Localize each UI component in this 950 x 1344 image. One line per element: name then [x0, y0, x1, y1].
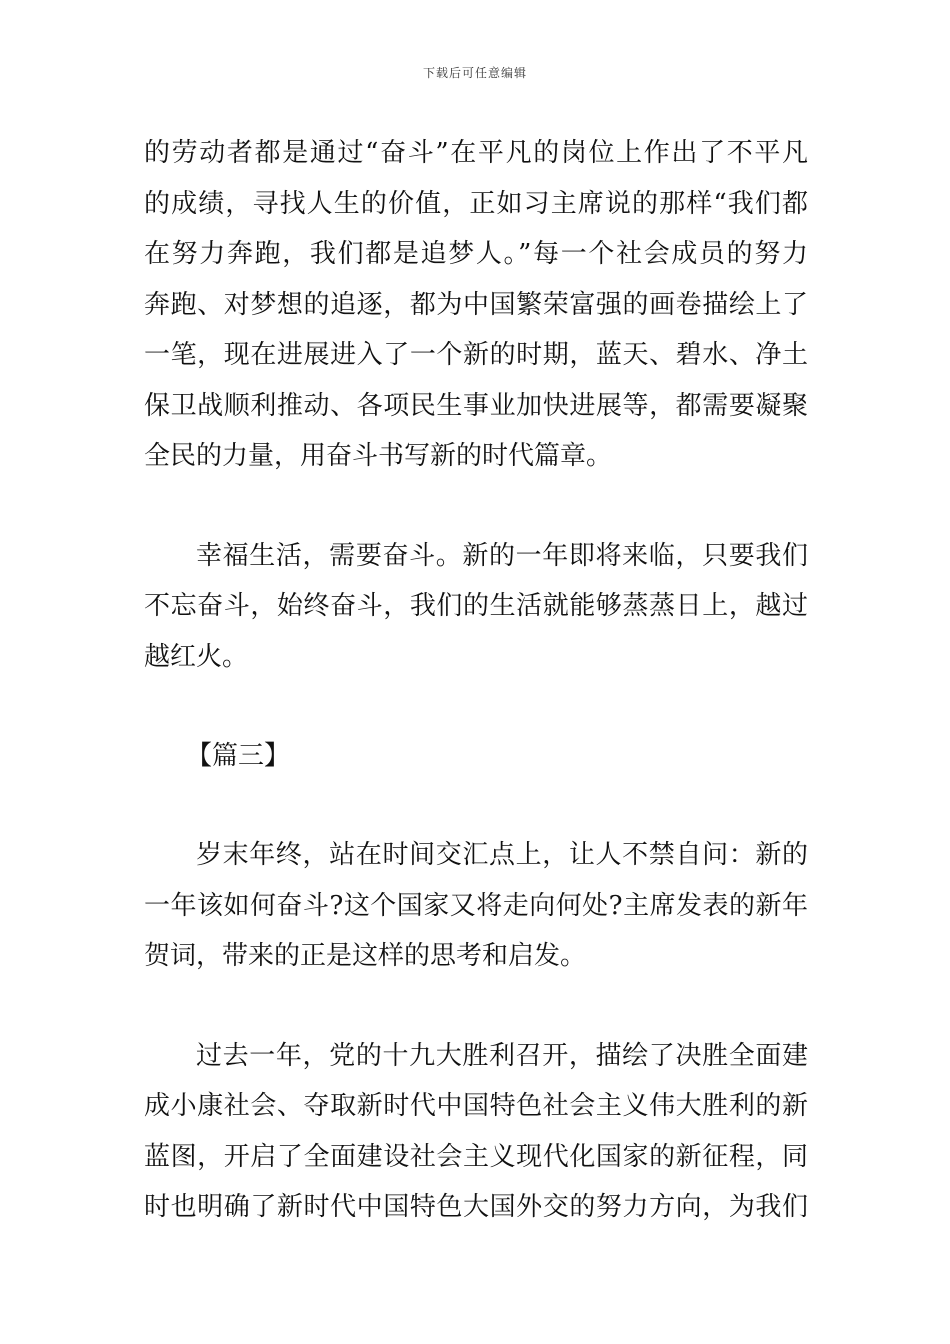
text-line: 保卫战顺利推动、各项民生事业加快进展等，都需要凝聚 [144, 390, 808, 421]
section-heading: 【篇三】 [186, 741, 291, 771]
text-line: 一年该如何奋斗?这个国家又将走向何处?主席发表的新年 [144, 890, 808, 921]
paragraph-gap [144, 982, 808, 1031]
paragraph-gap [144, 482, 808, 531]
page-header: 下载后可任意编辑 [422, 66, 527, 80]
paragraph-gap [144, 781, 808, 830]
text-line: 的成绩，寻找人生的价值，正如习主席说的那样“我们都 [144, 188, 808, 219]
paragraph [144, 1031, 808, 1233]
paragraph-gap [144, 682, 808, 731]
text-line: 岁末年终，站在时间交汇点上，让人不禁自问：新的 [196, 840, 808, 870]
text-line: 全民的力量，用奋斗书写新的时代篇章。 [144, 441, 613, 471]
paragraph [144, 531, 808, 683]
text-line: 时也明确了新时代中国特色大国外交的努力方向，为我们 [144, 1192, 808, 1222]
text-line: 一笔，现在进展进入了一个新的时期，蓝天、碧水、净土 [144, 340, 808, 370]
text-line: 奔跑、对梦想的追逐，都为中国繁荣富强的画卷描绘上了 [144, 289, 808, 320]
paragraph [144, 128, 808, 482]
text-line: 过去一年，党的十九大胜利召开，描绘了决胜全面建 [196, 1040, 808, 1071]
text-line: 成小康社会、夺取新时代中国特色社会主义伟大胜利的新 [144, 1091, 808, 1121]
text-line: 在努力奔跑，我们都是追梦人。”每一个社会成员的努力 [144, 239, 808, 269]
paragraph [144, 830, 808, 982]
text-line: 贺词，带来的正是这样的思考和启发。 [144, 941, 587, 971]
text-line: 蓝图，开启了全面建设社会主义现代化国家的新征程，同 [144, 1141, 808, 1172]
text-line: 的劳动者都是通过“奋斗”在平凡的岗位上作出了不平凡 [144, 138, 808, 168]
document-body [144, 128, 808, 1233]
text-line: 幸福生活，需要奋斗。新的一年即将来临，只要我们 [196, 540, 808, 571]
text-line: 不忘奋斗，始终奋斗，我们的生活就能够蒸蒸日上，越过 [144, 591, 808, 621]
text-line: 越红火。 [144, 641, 249, 672]
